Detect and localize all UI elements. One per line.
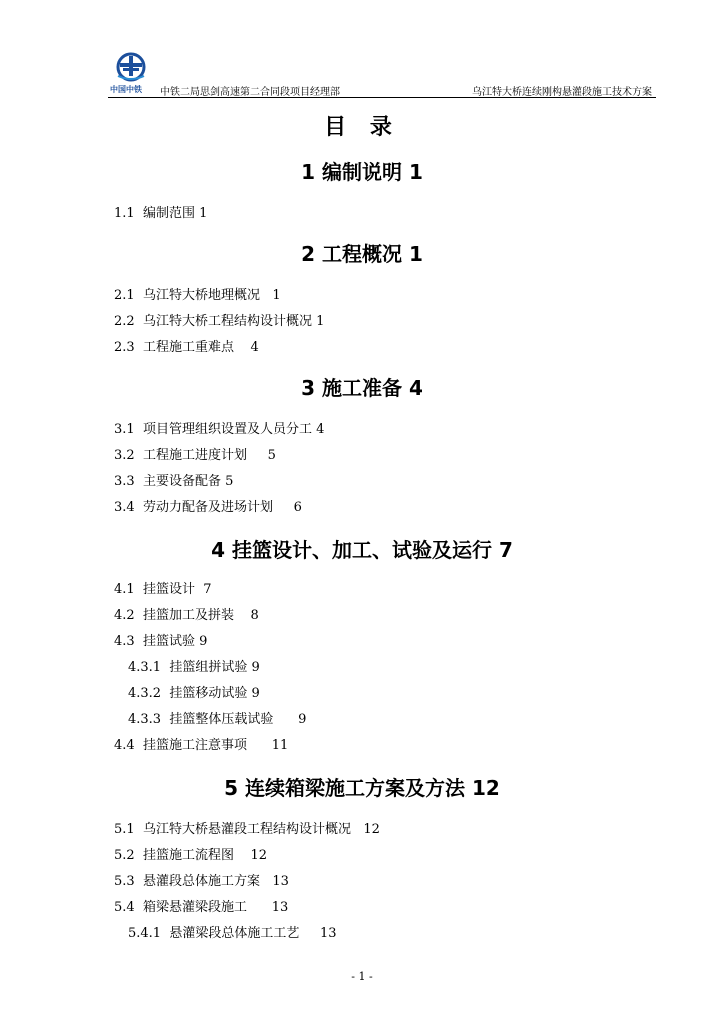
toc-entry[interactable]: 3.3 主要设备配备 5 [114,474,234,489]
toc-entry[interactable]: 5.1 乌江特大桥悬灌段工程结构设计概况 12 [114,822,380,837]
toc-entry[interactable]: 4.1 挂篮设计 7 [114,582,212,597]
toc-entry[interactable]: 4.2 挂篮加工及拼装 8 [114,608,259,623]
section-heading: 2 工程概况 1 [301,242,423,266]
toc-entry[interactable]: 4.4 挂篮施工注意事项 11 [114,738,289,753]
header-right-text: 乌江特大桥连续刚构悬灌段施工技术方案 [472,87,652,98]
toc-entry[interactable]: 3.4 劳动力配备及进场计划 6 [114,500,302,515]
toc-entry[interactable]: 3.1 项目管理组织设置及人员分工 4 [114,422,325,437]
header-divider [108,97,656,98]
toc-entry[interactable]: 3.2 工程施工进度计划 5 [114,448,276,463]
toc-entry[interactable]: 5.3 悬灌段总体施工方案 13 [114,874,289,889]
toc-entry[interactable]: 4.3.2 挂篮移动试验 9 [128,686,260,701]
toc-entry[interactable]: 4.3.1 挂篮组拼试验 9 [128,660,260,675]
toc-entry[interactable]: 2.2 乌江特大桥工程结构设计概况 1 [114,314,325,329]
toc-entry[interactable]: 4.3 挂篮试验 9 [114,634,208,649]
section-heading: 1 编制说明 1 [301,160,423,184]
section-heading: 4 挂篮设计、加工、试验及运行 7 [211,538,513,562]
logo-text: 中国中铁 [110,85,142,94]
toc-entry[interactable]: 5.2 挂篮施工流程图 12 [114,848,268,863]
page-number: - 1 - [351,970,373,983]
page-header [108,52,656,98]
header-left-text: 中铁二局思剑高速第二合同段项目经理部 [160,87,340,98]
toc-entry[interactable]: 5.4.1 悬灌梁段总体施工工艺 13 [128,926,337,941]
toc-entry[interactable]: 5.4 箱梁悬灌梁段施工 13 [114,900,289,915]
toc-entry[interactable]: 1.1 编制范围 1 [114,206,208,221]
toc-entry[interactable]: 2.3 工程施工重难点 4 [114,340,259,355]
toc-entry[interactable]: 4.3.3 挂篮整体压载试验 9 [128,712,307,727]
toc-entry[interactable]: 2.1 乌江特大桥地理概况 1 [114,288,281,303]
toc-title: 目 录 [324,115,400,140]
section-heading: 5 连续箱梁施工方案及方法 12 [224,776,500,800]
section-heading: 3 施工准备 4 [301,376,423,400]
